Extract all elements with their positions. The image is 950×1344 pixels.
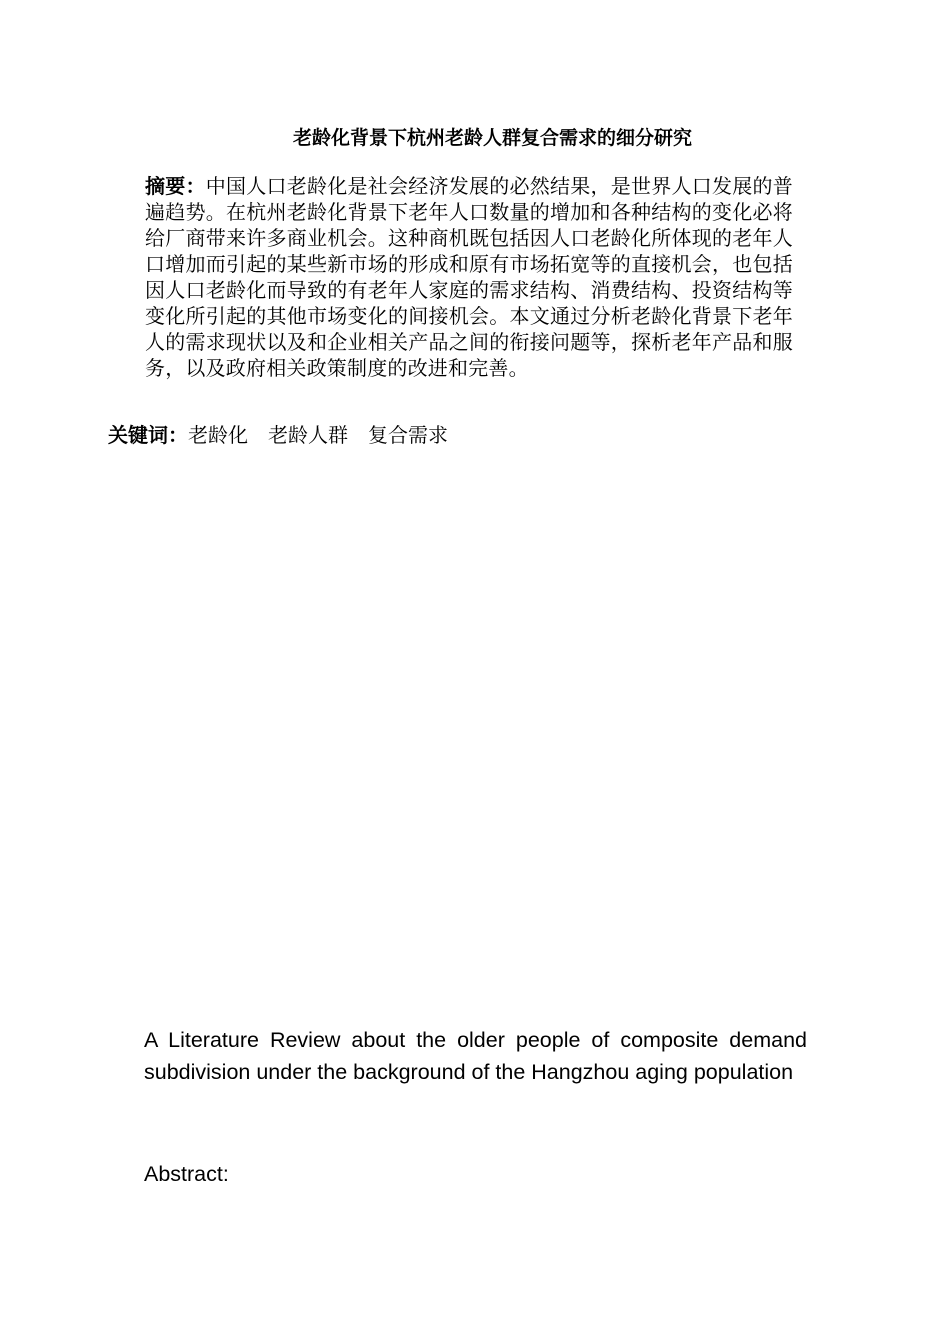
keywords-cn-text: 老龄化 老龄人群 复合需求 <box>188 423 448 447</box>
keywords-cn <box>108 422 808 448</box>
page-title: 老龄化背景下杭州老龄人群复合需求的细分研究 <box>292 127 692 149</box>
abstract-cn-text: 中国人口老龄化是社会经济发展的必然结果，是世界人口发展的普遍趋势。在杭州老龄化背景下老年人口数量的增加和各种结构的变化必将给厂商带来许多商业机会。这种商机既包括因人口老龄化所体现的老年人口增加而引起的某些新市场的形成和原有市场拓宽等的直接机会，也包括因人口老龄化而导致的有老年人家庭的需求结构、消费结构、投资结构等变化所引起的其他市场变化的间接机会。本文通过分析老龄化背景下老年人的需求现状以及和企业相关产品之间的衔接问题等，探析老年产品和服务，以及政府相关政策制度的改进和完善。 <box>145 174 793 380</box>
keywords-cn-label: 关键词： <box>108 423 188 447</box>
abstract-cn <box>145 173 793 381</box>
abstract-cn-label: 摘要： <box>145 174 206 198</box>
abstract-en-label: Abstract: <box>144 1162 229 1186</box>
title-en: A Literature Review about the older people of composite demand subdivision under the background of the Hangzhou aging population <box>144 1028 807 1084</box>
